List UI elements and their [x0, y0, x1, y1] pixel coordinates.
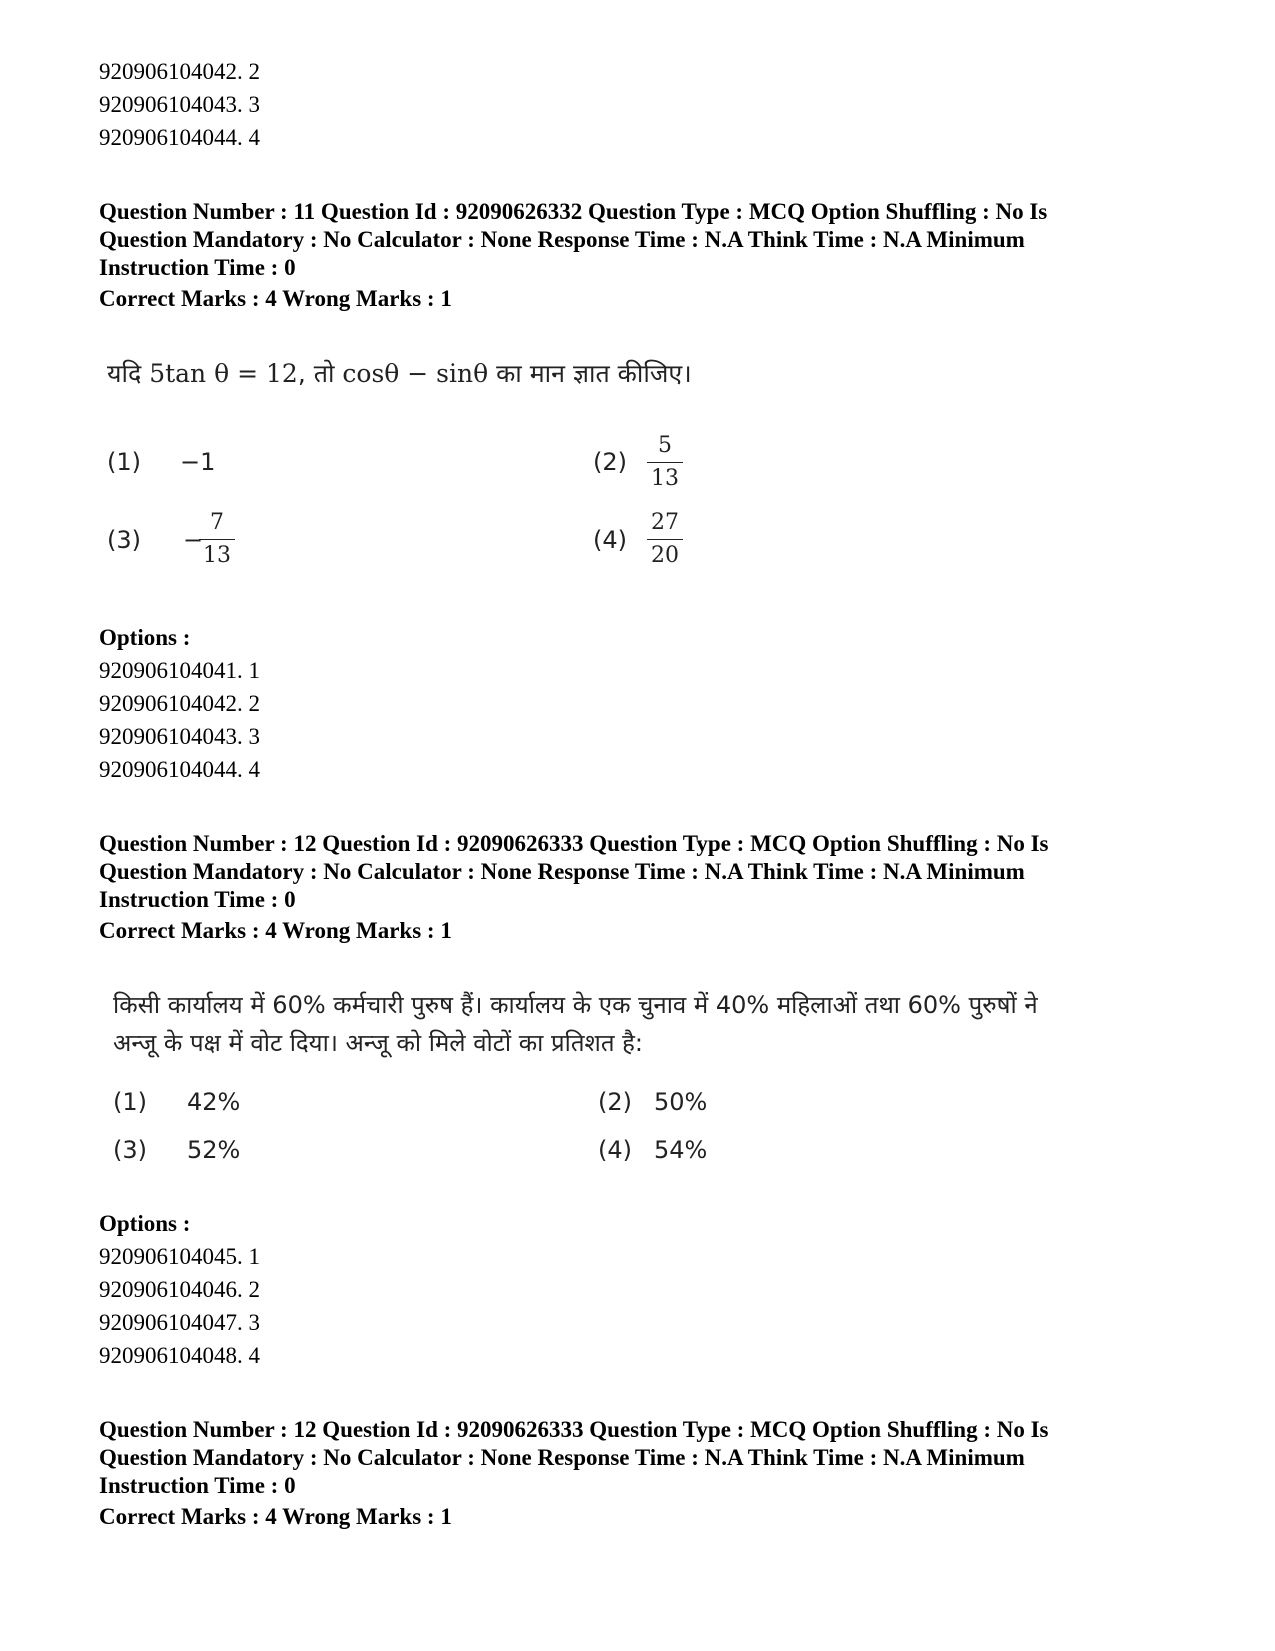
question-text-line: अन्जू के पक्ष में वोट दिया। अन्जू को मिले वोटों का प्रतिशत है: [113, 1029, 643, 1057]
choice-number: (4) [593, 526, 627, 554]
choice-number: (3) [107, 526, 141, 554]
marks-line: Correct Marks : 4 Wrong Marks : 1 [99, 1504, 452, 1529]
choice-number: (1) [107, 448, 141, 476]
header-line: Question Mandatory : No Calculator : None Response Time : N.A Think Time : N.A Minimum [99, 859, 1025, 884]
option-line: 920906104045. 1 [99, 1244, 260, 1269]
marks-line: Correct Marks : 4 Wrong Marks : 1 [99, 286, 452, 311]
fraction: 5 13 [643, 432, 687, 493]
header-line: Question Number : 12 Question Id : 92090626333 Question Type : MCQ Option Shuffling : No Is [99, 1417, 1049, 1442]
option-line: 920906104043. 3 [99, 724, 260, 749]
choice-number: (3) [113, 1136, 147, 1164]
option-line: 920906104044. 4 [99, 125, 260, 150]
header-line: Instruction Time : 0 [99, 887, 296, 912]
option-line: 920906104042. 2 [99, 691, 260, 716]
header-line: Instruction Time : 0 [99, 1473, 296, 1498]
header-line: Instruction Time : 0 [99, 255, 296, 280]
choice-value: 54% [654, 1136, 708, 1164]
choice-value: 42% [187, 1088, 241, 1116]
option-line: 920906104041. 1 [99, 658, 260, 683]
fraction: 7 13 [195, 509, 239, 570]
fraction: 27 20 [643, 509, 687, 570]
options-label: Options : [99, 1211, 191, 1236]
marks-line: Correct Marks : 4 Wrong Marks : 1 [99, 918, 452, 943]
choice-value: −1 [180, 448, 216, 476]
question-text: यदि 5tan θ = 12, तो cosθ − sinθ का मान ज्ञात कीजिए। [107, 359, 692, 388]
header-line: Question Number : 11 Question Id : 92090626332 Question Type : MCQ Option Shuffling : No Is [99, 199, 1048, 224]
header-line: Question Mandatory : No Calculator : None Response Time : N.A Think Time : N.A Minimum [99, 1445, 1025, 1470]
choice-number: (2) [598, 1088, 632, 1116]
option-line: 920906104043. 3 [99, 92, 260, 117]
options-label: Options : [99, 625, 191, 650]
choice-value: 52% [187, 1136, 241, 1164]
choice-number: (4) [598, 1136, 632, 1164]
question-header-11 [99, 198, 1189, 282]
question-header-12b [99, 1416, 1189, 1500]
header-line: Question Number : 12 Question Id : 92090626333 Question Type : MCQ Option Shuffling : No Is [99, 831, 1049, 856]
option-line: 920906104042. 2 [99, 59, 260, 84]
choice-number: (1) [113, 1088, 147, 1116]
question-text-line: किसी कार्यालय में 60% कर्मचारी पुरुष हैं। कार्यालय के एक चुनाव में 40% महिलाओं तथा 60% पुरुषों ने [113, 991, 1038, 1019]
question-header-12 [99, 830, 1189, 914]
option-line: 920906104044. 4 [99, 757, 260, 782]
option-line: 920906104047. 3 [99, 1310, 260, 1335]
header-line: Question Mandatory : No Calculator : None Response Time : N.A Think Time : N.A Minimum [99, 227, 1025, 252]
option-line: 920906104048. 4 [99, 1343, 260, 1368]
choice-number: (2) [593, 448, 627, 476]
minus-sign: − [183, 526, 204, 554]
option-line: 920906104046. 2 [99, 1277, 260, 1302]
choice-value: 50% [654, 1088, 708, 1116]
